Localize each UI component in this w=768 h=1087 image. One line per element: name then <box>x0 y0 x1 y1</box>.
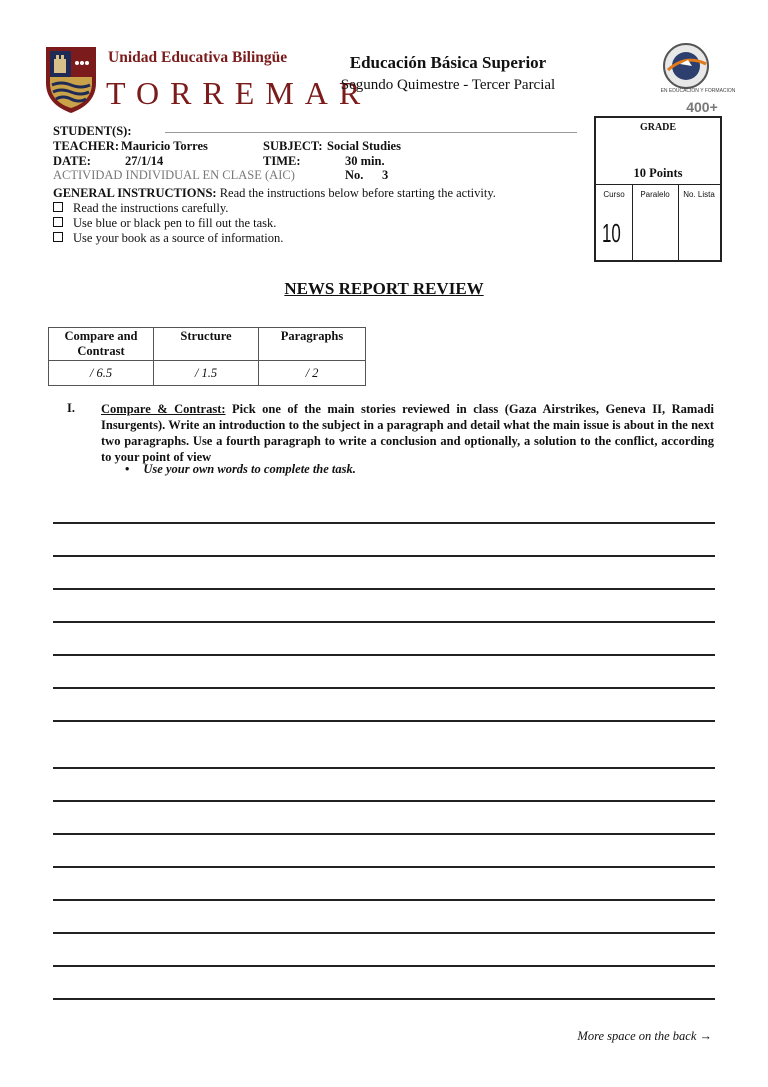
time-value: 30 min. <box>345 154 385 168</box>
question-bullet <box>125 462 356 477</box>
activity-label: ACTIVIDAD INDIVIDUAL EN CLASE (AIC) <box>53 168 295 182</box>
writing-line[interactable] <box>53 899 715 901</box>
writing-line[interactable] <box>53 621 715 623</box>
crest-icon <box>44 43 98 113</box>
question-label: Compare & Contrast: <box>101 402 226 416</box>
student-label: STUDENT(S): <box>53 124 132 138</box>
writing-line[interactable] <box>53 522 715 524</box>
footer-note <box>577 1029 712 1044</box>
badge-small-text: EN EDUCACION Y FORMACION <box>660 88 736 94</box>
school-logo <box>44 43 372 115</box>
paralelo-label: Paralelo <box>640 190 670 199</box>
question-body: Pick one of the main stories reviewed in class (Gaza Airstrikes, Geneva II, Ramadi Insurgents). Write an introduction to the subject in a paragraph and detail what the main issue is about in the next two paragraphs. Use a fourth paragraph to write a conclusion and optionally, a solution to the conflict, according to your point of view <box>101 402 714 464</box>
teacher-label: TEACHER: <box>53 139 119 153</box>
writing-line[interactable] <box>53 833 715 835</box>
grade-box <box>594 116 722 262</box>
page-title: Educación Básica Superior <box>349 53 547 72</box>
instruction-item <box>53 201 228 216</box>
footer-text: More space on the back <box>577 1029 697 1043</box>
writing-line[interactable] <box>53 866 715 868</box>
writing-line[interactable] <box>53 932 715 934</box>
score-value: / 1.5 <box>154 361 259 386</box>
grade-divider <box>596 184 720 185</box>
score-value: / 2 <box>259 361 366 386</box>
subject-label: SUBJECT: <box>263 139 323 153</box>
score-table <box>48 327 366 386</box>
bullet-text: Use your own words to complete the task. <box>143 462 356 476</box>
score-header: Paragraphs <box>259 328 366 361</box>
writing-line[interactable] <box>53 965 715 967</box>
instruction-text: Use blue or black pen to fill out the task. <box>73 216 277 230</box>
student-name-line[interactable] <box>165 132 577 133</box>
writing-line[interactable] <box>53 654 715 656</box>
arrow-right-icon: → <box>699 1029 712 1043</box>
instructions-title: GENERAL INSTRUCTIONS: <box>53 186 217 200</box>
question-text <box>101 401 714 465</box>
page-subtitle: Segundo Quimestre - Tercer Parcial <box>340 77 556 93</box>
date-label: DATE: <box>53 154 91 168</box>
no-label: No. <box>345 168 364 182</box>
lista-label: No. Lista <box>683 190 715 199</box>
instructions-heading <box>53 186 496 201</box>
subject-value: Social Studies <box>327 139 401 153</box>
checkbox-icon[interactable] <box>53 232 63 242</box>
instructions-intro: Read the instructions below before starting the activity. <box>219 186 496 200</box>
writing-line[interactable] <box>53 720 715 722</box>
writing-line[interactable] <box>53 767 715 769</box>
badge-icon <box>650 40 736 116</box>
instruction-item <box>53 216 276 231</box>
instruction-text: Use your book as a source of information. <box>73 231 284 245</box>
school-name: Unidad Educativa Bilingüe <box>108 49 288 66</box>
date-value: 27/1/14 <box>125 154 164 168</box>
badge-text: 400+ <box>686 99 718 115</box>
accreditation-badge <box>650 40 736 116</box>
section-title: NEWS REPORT REVIEW <box>284 279 484 298</box>
grade-points: 10 Points <box>633 166 683 180</box>
curso-label: Curso <box>603 190 625 199</box>
writing-line[interactable] <box>53 998 715 1000</box>
time-label: TIME: <box>263 154 301 168</box>
writing-line[interactable] <box>53 800 715 802</box>
checkbox-icon[interactable] <box>53 217 63 227</box>
score-value: / 6.5 <box>49 361 154 386</box>
writing-line[interactable] <box>53 588 715 590</box>
curso-value: 10 <box>602 218 621 248</box>
instruction-item <box>53 231 283 246</box>
teacher-value: Mauricio Torres <box>121 139 208 153</box>
bullet-icon: • <box>125 462 130 476</box>
score-header: Compare and Contrast <box>49 328 154 361</box>
grade-title: GRADE <box>639 122 677 133</box>
school-brand: TORREMAR <box>106 75 372 111</box>
writing-line[interactable] <box>53 687 715 689</box>
writing-line[interactable] <box>53 555 715 557</box>
score-header: Structure <box>154 328 259 361</box>
instruction-text: Read the instructions carefully. <box>73 201 229 215</box>
no-value: 3 <box>382 168 389 182</box>
question-number: I. <box>67 401 75 415</box>
checkbox-icon[interactable] <box>53 202 63 212</box>
